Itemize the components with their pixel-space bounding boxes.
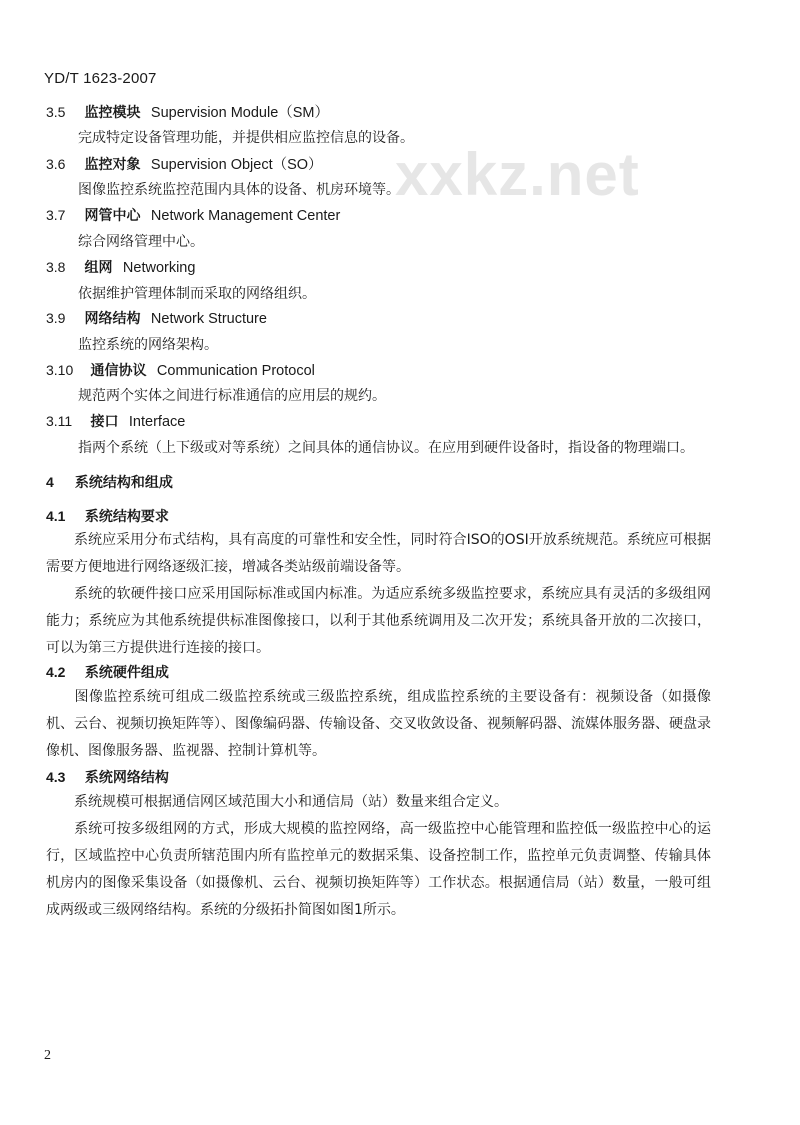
term-chinese: 接口 bbox=[90, 414, 119, 430]
term-number: 3.6 bbox=[46, 156, 66, 172]
term-definition: 图像监控系统监控范围内具体的设备、机房环境等。 bbox=[78, 182, 400, 198]
section-title: 系统结构要求 bbox=[84, 509, 169, 525]
term-3-6 bbox=[46, 153, 323, 174]
term-chinese: 通信协议 bbox=[90, 363, 147, 379]
term-3-9 bbox=[46, 308, 267, 328]
document-header: YD/T 1623-2007 bbox=[44, 70, 157, 87]
term-english: Network Structure bbox=[150, 311, 267, 327]
section-title: 系统结构和组成 bbox=[74, 475, 173, 491]
term-definition: 依据维护管理体制而采取的网络组织。 bbox=[78, 286, 316, 302]
term-3-7 bbox=[46, 205, 340, 225]
watermark: xxkz.net bbox=[395, 141, 640, 208]
section-title: 系统硬件组成 bbox=[84, 665, 169, 681]
section-number: 4.1 bbox=[46, 508, 66, 524]
section-heading-4 bbox=[46, 472, 173, 492]
term-english: Networking bbox=[122, 260, 196, 276]
section-number: 4.2 bbox=[46, 664, 66, 680]
term-chinese: 网管中心 bbox=[84, 208, 141, 224]
page-number: 2 bbox=[44, 1048, 51, 1063]
section-heading-4-1 bbox=[46, 506, 169, 526]
term-3-10 bbox=[46, 360, 315, 380]
term-number: 3.5 bbox=[46, 104, 66, 120]
paragraph: 图像监控系统可组成二级监控系统或三级监控系统，组成监控系统的主要设备有：视频设备（如摄像机、云台、视频切换矩阵等）、图像编码器、传输设备、交叉收敛设备、视频解码器、流媒体服务器、硬盘录像机、图像服务器、监视器、控制计算机等。 bbox=[46, 689, 711, 759]
term-3-5 bbox=[46, 101, 329, 122]
paragraph: 系统的软硬件接口应采用国际标准或国内标准。为适应系统多级监控要求，系统应具有灵活的多级组网能力；系统应为其他系统提供标准图像接口，以利于其他系统调用及二次开发；系统具备开放的二次接口，可以为第三方提供进行连接的接口。 bbox=[46, 586, 711, 656]
section-title: 系统网络结构 bbox=[84, 770, 169, 786]
term-3-8 bbox=[46, 257, 195, 277]
section-heading-4-3 bbox=[46, 767, 169, 787]
term-english: Network Management Center bbox=[150, 208, 341, 224]
paragraph: 系统可按多级组网的方式，形成大规模的监控网络，高一级监控中心能管理和监控低一级监控中心的运行，区域监控中心负责所辖范围内所有监控单元的数据采集、设备控制工作，监控单元负责调整、传输具体机房内的图像采集设备（如摄像机、云台、视频切换矩阵等）工作状态。根据通信局（站）数量，一般可组成两级或三级网络结构。系统的分级拓扑简图如图1所示。 bbox=[46, 821, 711, 918]
section-number: 4.3 bbox=[46, 769, 66, 785]
term-definition: 综合网络管理中心。 bbox=[78, 234, 204, 250]
term-chinese: 组网 bbox=[84, 260, 113, 276]
term-english: Supervision Object（SO） bbox=[150, 157, 323, 173]
term-english: Supervision Module（SM） bbox=[150, 105, 330, 121]
term-number: 3.8 bbox=[46, 259, 66, 275]
term-english: Communication Protocol bbox=[156, 363, 315, 379]
term-chinese: 监控模块 bbox=[84, 105, 141, 121]
term-chinese: 监控对象 bbox=[84, 157, 141, 173]
term-english: Interface bbox=[128, 414, 186, 430]
term-number: 3.7 bbox=[46, 207, 66, 223]
paragraph: 系统应采用分布式结构，具有高度的可靠性和安全性，同时符合ISO的OSI开放系统规范。系统应可根据需要方便地进行网络逐级汇接，增减各类站级前端设备等。 bbox=[46, 532, 711, 575]
term-definition: 指两个系统（上下级或对等系统）之间具体的通信协议。在应用到硬件设备时，指设备的物理端口。 bbox=[78, 440, 694, 456]
term-3-11 bbox=[46, 411, 185, 431]
section-number: 4 bbox=[46, 474, 54, 490]
term-number: 3.11 bbox=[46, 413, 73, 429]
paragraph: 系统规模可根据通信网区域范围大小和通信局（站）数量来组合定义。 bbox=[74, 794, 508, 810]
section-heading-4-2 bbox=[46, 662, 169, 682]
term-definition: 监控系统的网络架构。 bbox=[78, 337, 218, 353]
term-number: 3.9 bbox=[46, 310, 66, 326]
term-number: 3.10 bbox=[46, 362, 74, 378]
term-chinese: 网络结构 bbox=[84, 311, 141, 327]
term-definition: 完成特定设备管理功能，并提供相应监控信息的设备。 bbox=[78, 130, 414, 146]
term-definition: 规范两个实体之间进行标准通信的应用层的规约。 bbox=[78, 388, 386, 404]
